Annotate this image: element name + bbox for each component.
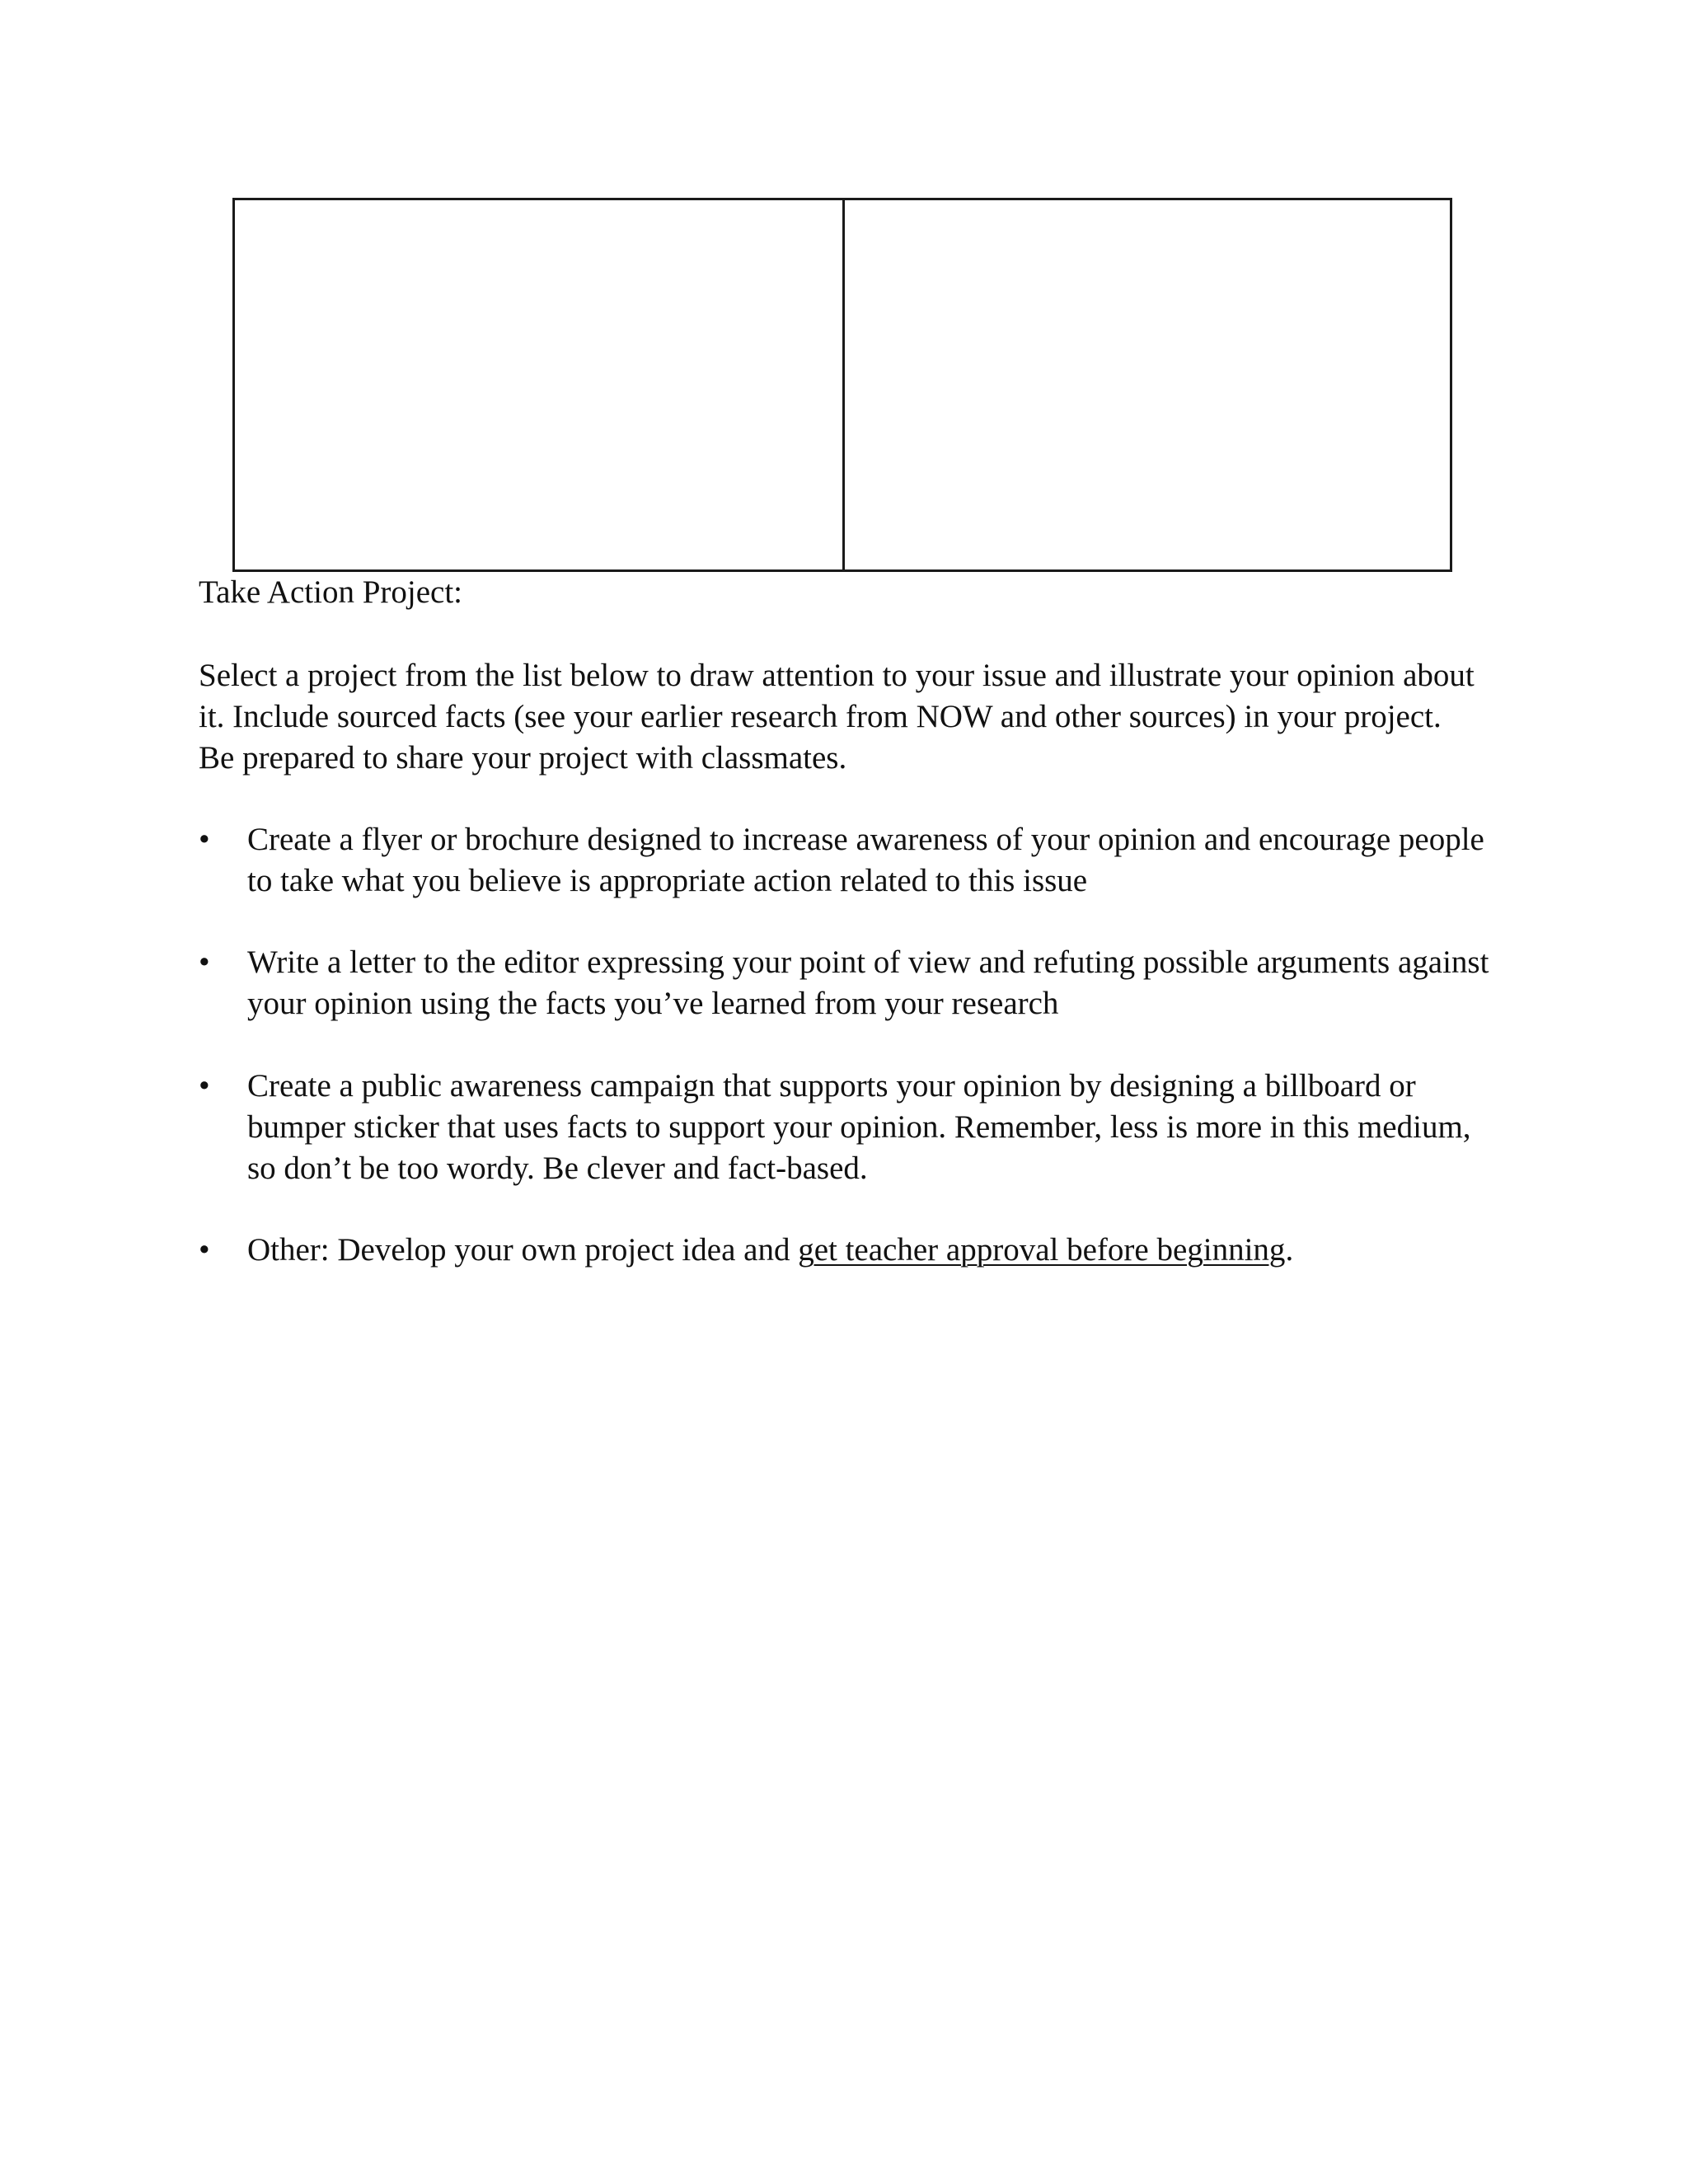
option-line: your opinion using the facts you’ve learned from your research (247, 986, 1059, 1021)
project-option-campaign (199, 1066, 1550, 1189)
teacher-approval-emphasis: get teacher approval before beginning (798, 1232, 1286, 1268)
option-text (247, 819, 1550, 902)
blank-answer-table (232, 198, 1452, 572)
option-text-start: Other: Develop your own project idea and (247, 1232, 799, 1268)
instructions-paragraph (199, 655, 1550, 779)
option-line (247, 1230, 1550, 1271)
option-text (247, 1066, 1550, 1189)
bullet-icon: • (199, 822, 210, 857)
section-heading: Take Action Project: (199, 574, 463, 610)
project-option-other (199, 1230, 1550, 1271)
instructions-line: Select a project from the list below to draw attention to your issue and illustrate your opinion about (199, 658, 1475, 693)
option-text (247, 1230, 1550, 1271)
project-option-letter (199, 942, 1550, 1024)
option-line: Write a letter to the editor expressing your point of view and refuting possible arguments against (247, 944, 1489, 980)
answer-cell-left (235, 200, 842, 569)
bullet-icon: • (199, 1232, 210, 1268)
instructions-line: it. Include sourced facts (see your earlier research from NOW and other sources) in your project. (199, 699, 1442, 734)
option-text-end: . (1285, 1232, 1294, 1268)
option-line: Create a flyer or brochure designed to increase awareness of your opinion and encourage people (247, 822, 1484, 857)
option-line: to take what you believe is appropriate action related to this issue (247, 863, 1088, 898)
instructions-line: Be prepared to share your project with classmates. (199, 740, 847, 776)
project-option-flyer (199, 819, 1550, 902)
option-line: bumper sticker that uses facts to support your opinion. Remember, less is more in this medium, (247, 1109, 1471, 1145)
option-line: Create a public awareness campaign that supports your opinion by designing a billboard or (247, 1068, 1416, 1104)
bullet-icon: • (199, 944, 210, 980)
bullet-icon: • (199, 1068, 210, 1104)
option-line: so don’t be too wordy. Be clever and fact-based. (247, 1151, 868, 1186)
answer-cell-right (842, 200, 1450, 569)
option-text (247, 942, 1550, 1024)
